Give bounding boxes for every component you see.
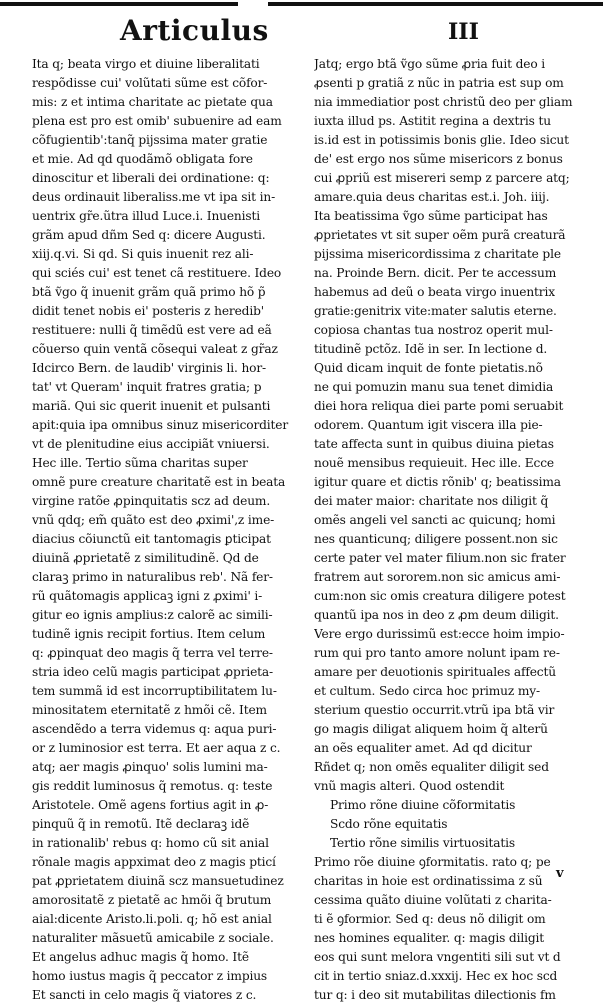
text-line: or z luminosior est terra. Et aer aqua z c.	[32, 741, 281, 755]
text-line: sterium questio occurrit.vtrũ ipa btã vir	[314, 703, 555, 717]
text-line: plena est pro est omib' subuenire ad eam	[32, 114, 282, 128]
text-line: charitas in hoie est ordinatissima z sũ	[314, 874, 543, 888]
text-line: cessima quãto diuine volũtati z charita-	[314, 893, 552, 907]
text-line: homo iustus magis q̃ peccator z impius	[32, 969, 268, 983]
text-line: dei mater maior: charitate nos diligit q̃	[314, 494, 549, 508]
text-line: gitur eo ignis amplius:z calorẽ ac simili-	[32, 608, 273, 622]
text-line: q: ꝓpinquat deo magis q̃ terra vel terre-	[32, 646, 273, 660]
text-line: in rationalib' rebus q: homo cũ sit anial	[32, 836, 269, 850]
text-line: cui ꝓpriũ est misereri semp z parcere atq;	[314, 171, 570, 185]
signature-mark: v	[556, 866, 564, 881]
text-line: et cultum. Sedo circa hoc primuz my-	[314, 684, 540, 698]
text-line: Vere ergo durissimũ est:ecce hoim impio-	[314, 627, 565, 641]
text-line: atq; aer magis ꝓinquo' solis lumini ma-	[32, 760, 268, 774]
text-line: omẽs angeli vel sancti ac quicunq; homi	[314, 513, 556, 527]
text-line: amorositatẽ z pietatẽ ac hmõi q̃ brutum	[32, 893, 272, 907]
text-line: Et angelus adhuc magis q̃ homo. Itẽ	[32, 950, 249, 964]
text-line: naturaliter mãsuetũ amicabile z sociale.	[32, 931, 274, 945]
left-text-column	[32, 55, 308, 1005]
text-line: vt de plenitudine eius accipiãt vniuersi.	[32, 437, 270, 451]
text-line: respõdisse cui' volũtati sũme est cõfor-	[32, 76, 268, 90]
text-line: Quid dicam inquit de fonte pietatis.nõ	[314, 361, 543, 375]
text-line: habemus ad deũ o beata virgo inuentrix	[314, 285, 555, 299]
text-line: diei hora reliqua diei parte pomi seruabit	[314, 399, 564, 413]
text-line: Ita q; beata virgo et diuine liberalitati	[32, 57, 260, 71]
text-line: igitur quare et dictis rõnib' q; beatissima	[314, 475, 561, 489]
text-line: ne qui pomuzin manu sua tenet dimidia	[314, 380, 554, 394]
text-line: vnũ qdq; em̃ quãto est deo ꝓximi',z ime-	[32, 513, 275, 527]
text-line: Scdo rõne equitatis	[330, 817, 448, 831]
text-line: rõnale magis appximat deo z magis pticí	[32, 855, 276, 869]
header-rule-left	[0, 2, 238, 6]
text-line: fratrem aut sororem.non sic amicus ami-	[314, 570, 561, 584]
text-line: mis: z et intima charitate ac pietate qua	[32, 95, 273, 109]
text-line: didit tenet nobis ei' posteris z heredib'	[32, 304, 264, 318]
text-line: Tertio rõne similis virtuositatis	[330, 836, 515, 850]
text-line: rũ quãtomagis applicaꝫ igni z ꝓximi' i-	[32, 589, 263, 603]
text-line: mariã. Qui sic querit inuenit et pulsanti	[32, 399, 271, 413]
text-line: Hec ille. Tertio sũma charitas super	[32, 456, 248, 470]
text-line: omnẽ pure creature charitatẽ est in beata	[32, 475, 286, 489]
text-line: quantũ ipa nos in deo z ꝓm deum diligit.	[314, 608, 559, 622]
text-line: diacius cõiunctũ eit tantomagis ꝑticipat	[32, 532, 271, 546]
text-line: de' est ergo nos sũme misericors z bonus	[314, 152, 563, 166]
text-line: certe pater vel mater filium.non sic frater	[314, 551, 566, 565]
text-line: go magis diligat aliquem hoim q̃ alterũ	[314, 722, 548, 736]
text-line: nouẽ mensibus requieuit. Hec ille. Ecce	[314, 456, 554, 470]
text-line: pat ꝓprietatem diuinã scz mansuetudinez	[32, 874, 284, 888]
text-line: xiij.q.vi. Si qd. Si quis inuenit rez ali-	[32, 247, 254, 261]
text-line: ascendẽdo a terra videmus q: aqua puri-	[32, 722, 277, 736]
text-line: eos qui sunt melora vngentiti sili sut vt d	[314, 950, 561, 964]
text-line: cit in tertio sniaz.d.xxxij. Hec ex hoc scd	[314, 969, 558, 983]
text-line: tur q: i deo sit mutabilitas dilectionis fm	[314, 988, 556, 1002]
header-rule-right	[268, 2, 603, 6]
text-line: pijssima misericordissima z charitate ple	[314, 247, 561, 261]
text-line: na. Proinde Bern. dicit. Per te accessum	[314, 266, 557, 280]
text-line: copiosa chantas tua nostroz operit mul-	[314, 323, 553, 337]
text-line: virgine ratõe ꝓpinquitatis scz ad deum.	[32, 494, 271, 508]
text-line: minositatem eternitatẽ z hmõi cẽ. Item	[32, 703, 267, 717]
text-line: nes quanticunq; diligere possent.non sic	[314, 532, 558, 546]
text-line: rum qui pro tanto amore nolunt ipam re-	[314, 646, 560, 660]
text-line: dinoscitur et liberali dei ordinatione: q:	[32, 171, 270, 185]
text-line: restituere: nulli q̃ timẽdũ est vere ad eã	[32, 323, 272, 337]
text-line: grãm apud dñm Sed q: dicere Augusti.	[32, 228, 266, 242]
text-line: aial:dicente Aristo.li.poli. q; hõ est anial	[32, 912, 272, 926]
text-line: stria ideo celũ magis participat ꝓprieta-	[32, 665, 274, 679]
text-line: nes homines equaliter. q: magis diligit	[314, 931, 544, 945]
right-text-column	[314, 55, 590, 1005]
text-line: deus ordinauit liberaliss.me vt ipa sit in-	[32, 190, 276, 204]
folio-number: III	[448, 19, 479, 45]
text-line: iuxta illud ps. Astitit regina a dextris tu	[314, 114, 551, 128]
text-line: btã ṽgo q̃ inuenit grãm quã primo hõ p̃	[32, 285, 266, 299]
text-line: is.id est in potissimis bonis glie. Ideo sicut	[314, 133, 569, 147]
text-line: gratie:genitrix vite:mater salutis eterne.	[314, 304, 557, 318]
text-line: Ita beatissima ṽgo sũme participat has	[314, 209, 548, 223]
text-line: an oẽs equaliter amet. Ad qd dicitur	[314, 741, 532, 755]
text-line: nia immediatior post christũ deo per gliam	[314, 95, 573, 109]
text-line: amare per deuotionis spirituales affectũ	[314, 665, 556, 679]
text-line: qui sciés cui' est tenet cã restituere. Ideo	[32, 266, 282, 280]
text-line: vnũ magis alteri. Quod ostendit	[314, 779, 505, 793]
text-line: odorem. Quantum igit viscera illa pie-	[314, 418, 543, 432]
text-line: Aristotele. Omẽ agens fortius agit in ꝓ-	[32, 798, 269, 812]
text-line: cõfugientib':tanq̃ pijssima mater gratie	[32, 133, 268, 147]
text-line: ꝓsenti p gratiã z nũc in patria est sup om	[314, 76, 564, 90]
text-line: cõuerso quin ventã cõsequi valeat z gr̃az	[32, 342, 278, 356]
text-line: pinquũ q̃ in remotũ. Itẽ declaraꝫ idẽ	[32, 817, 250, 831]
text-line: tem summã id est incorruptibilitatem lu-	[32, 684, 277, 698]
text-line: Jatq; ergo btã ṽgo sũme ꝓria fuit deo i	[314, 57, 545, 71]
text-line: Primo rõne diuine cõformitatis	[330, 798, 516, 812]
text-line: gis reddit luminosus q̃ remotus. q: teste	[32, 779, 273, 793]
text-line: uentrix gr̃e.ũtra illud Luce.i. Inuenisti	[32, 209, 260, 223]
running-title: Articulus	[120, 14, 269, 47]
text-line: cum:non sic omis creatura diligere potest	[314, 589, 566, 603]
text-line: et mie. Ad qd quodãmõ obligata fore	[32, 152, 253, 166]
text-line: ꝓprietates vt sit super oẽm purã creaturã	[314, 228, 566, 242]
text-line: diuinã ꝓprietatẽ z similitudinẽ. Qd de	[32, 551, 259, 565]
text-line: tat' vt Queram' inquit fratres gratia; p	[32, 380, 262, 394]
text-line: Et sancti in celo magis q̃ viatores z c.	[32, 988, 257, 1002]
text-line: amare.quia deus charitas est.i. Joh. iiij.	[314, 190, 550, 204]
text-line: claraꝫ primo in naturalibus reb'. Nã fer-	[32, 570, 273, 584]
text-line: Rñdet q; non omẽs equaliter diligit sed	[314, 760, 549, 774]
text-line: Primo rõe diuine ꝯformitatis. rato q; pe	[314, 855, 551, 869]
text-line: apit:quia ipa omnibus sinuz misericorditer	[32, 418, 289, 432]
text-line: ti ẽ ꝯformior. Sed q: deus nõ diligit om	[314, 912, 546, 926]
text-line: tate affecta sunt in quibus diuina pietas	[314, 437, 554, 451]
text-line: Idcirco Bern. de laudib' virginis li. hor-	[32, 361, 266, 375]
text-line: tudinẽ ignis recipit fortius. Item celum	[32, 627, 266, 641]
text-line: titudinẽ pctõz. Idẽ in ser. In lectione d.	[314, 342, 548, 356]
